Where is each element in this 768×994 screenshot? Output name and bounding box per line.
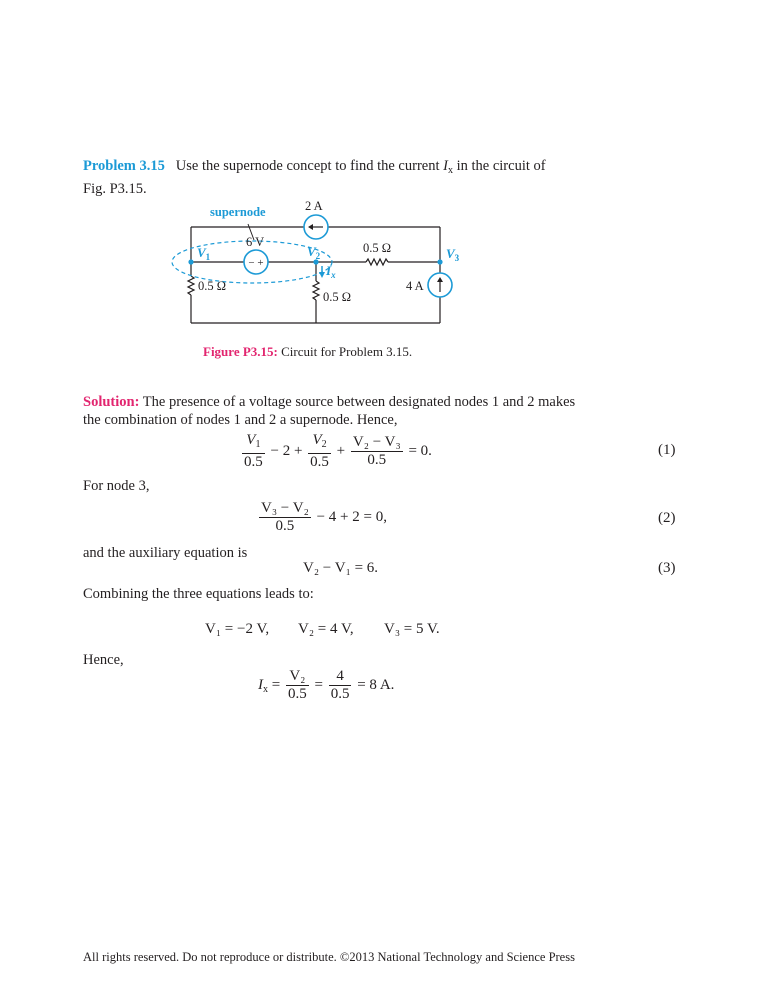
resistor-top — [366, 259, 388, 265]
equation-1-number: (1) — [658, 442, 676, 458]
circuit-figure — [170, 195, 470, 330]
problem-var: I — [443, 158, 448, 174]
label-r-top: 0.5 Ω — [363, 241, 392, 255]
eq2-frac: $\frac{\text{V₃ − V₂}}{0.5}$ — [261, 500, 309, 534]
problem-label: Problem 3.15 — [83, 158, 165, 174]
label-6v: 6 V — [246, 235, 265, 249]
eq1-mid: − 2 + — [266, 442, 307, 459]
label-4a: 4 A — [406, 279, 424, 293]
solution-text-2: the combination of nodes 1 and 2 a supernode. Hence, — [83, 412, 398, 428]
caption-label: Figure P3.15: — [203, 344, 278, 359]
figure-caption — [203, 344, 412, 360]
problem-line-1 — [83, 157, 683, 180]
label-2a: 2 A — [305, 199, 323, 213]
label-v2: $V_2$ — [307, 244, 321, 261]
result-v3: V₃ = 5 V. — [384, 621, 440, 637]
node-v3-dot — [437, 259, 442, 264]
equation-2 — [257, 500, 387, 535]
aux-intro: and the auxiliary equation is — [83, 545, 248, 561]
solution-label: Solution: — [83, 394, 140, 410]
caption-text: Circuit for Problem 3.15. — [277, 344, 413, 359]
problem-var-sub: x — [447, 165, 453, 176]
eq2-rhs: − 4 + 2 = 0, — [312, 508, 387, 525]
solution-paragraph — [83, 393, 683, 429]
equation-3-number: (3) — [658, 560, 676, 576]
result-v2: V₂ = 4 V, — [298, 621, 354, 637]
node3-intro: For node 3, — [83, 478, 150, 494]
eq1-frac-3: $\frac{\text{V₂ − V₃}}{0.5}$ — [352, 434, 401, 468]
problem-text-b: in the circuit of — [452, 158, 546, 174]
solution-line-1 — [83, 393, 683, 411]
eq1-rhs: = 0. — [404, 442, 432, 459]
resistor-mid — [313, 281, 319, 300]
eq1-frac-1: $\frac{V_1}{0.5}$ — [244, 432, 263, 470]
vs-polarity: − + — [248, 257, 264, 269]
problem-line-2: Fig. P3.15. — [83, 181, 147, 197]
label-v3: $V_3$ — [446, 246, 460, 263]
hence-label: Hence, — [83, 652, 124, 668]
label-r-left: 0.5 Ω — [198, 279, 227, 293]
equation-2-number: (2) — [658, 510, 676, 526]
supernode-label: supernode — [210, 205, 266, 219]
solution-text-1: The presence of a voltage source between designated nodes 1 and 2 makes — [139, 394, 576, 410]
result-v1: V₁ = −2 V, — [205, 621, 270, 637]
ix-arrow-head — [319, 272, 325, 278]
combine-intro: Combining the three equations leads to: — [83, 586, 314, 602]
eq1-frac-2: $\frac{V_2}{0.5}$ — [310, 432, 329, 470]
label-r-mid: 0.5 Ω — [323, 290, 352, 304]
footer-copyright: All rights reserved. Do not reproduce or distribute. ©2013 National Technology and Science Press — [83, 950, 575, 964]
eq1-plus: + — [332, 442, 349, 459]
ix-frac-1: $\frac{\text{V₂}}{0.5}$ — [287, 668, 307, 702]
problem-statement — [83, 157, 683, 198]
equation-3: V₂ − V₁ = 6. — [303, 560, 379, 576]
ix-frac-2: $\frac{4}{0.5}$ — [330, 668, 350, 702]
equation-ix: $I_x$ = $\frac{\text{V₂}}{0.5}$ = $\frac{4}{0.5}$ = 8 A. — [258, 668, 395, 702]
problem-text-a: Use the supernode concept to find the current — [175, 158, 444, 174]
equation-1 — [240, 432, 432, 471]
resistor-left — [188, 276, 194, 295]
node-v1-dot — [188, 259, 193, 264]
label-v1: $V_1$ — [197, 245, 211, 262]
label-ix: $I_x$ — [326, 263, 336, 280]
